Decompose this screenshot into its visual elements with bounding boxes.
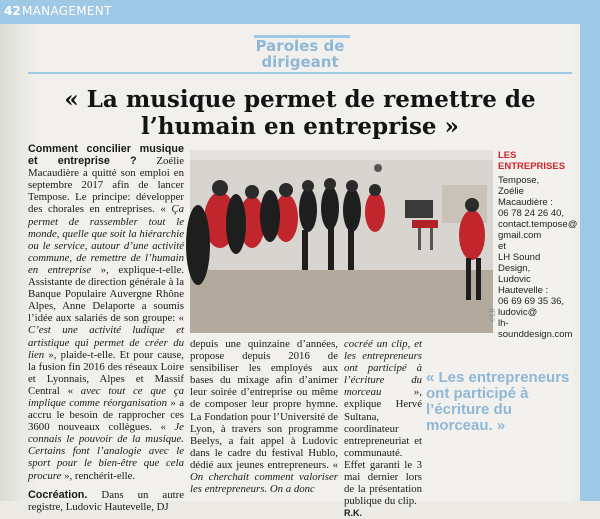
sidebar-line: Tempose,: [498, 175, 540, 186]
col1-text-4: » a accru le besoin de rapprocher ces 3600 nouveaux collègues. «: [28, 396, 185, 434]
choir-photo-image: [190, 150, 493, 333]
header-band: [0, 0, 600, 24]
col1-text-6: Dans un autre registre, Ludovic Hautevelle, DJ: [28, 488, 184, 513]
sidebar-line: ludovic@: [498, 307, 538, 318]
sidebar-line: 06 69 69 35 36,: [498, 296, 565, 307]
sidebar-line: LH Sound Design,: [498, 252, 541, 274]
column-2: [190, 338, 338, 495]
sidebar-line: Ludovic Hautevelle :: [498, 274, 549, 296]
subhead-cocreation: Cocréation.: [28, 488, 88, 501]
section-rubric: MANAGEMENT: [22, 4, 112, 18]
kicker-line-2: dirigeant: [261, 53, 339, 71]
choir-photo: [190, 150, 493, 333]
kicker-rule-bottom: [28, 72, 572, 74]
col1-quote-4: Je connais le pouvoir de la musique. Certains font l’analogie avec le sport pour le bien-être que cela procure: [28, 421, 184, 482]
page-number: 42: [4, 4, 21, 18]
col1-quote-1: Ça permet de rassembler tout le monde, quelle que soit la hiérarchie ou le service, autour d’une activité commune, de remettre de l’humain en entreprise: [28, 203, 184, 276]
col1-quote-3: avec tout ce que ça implique comme réorganisation: [28, 384, 184, 409]
column-1: [28, 143, 184, 513]
col2-text-1: depuis une quinzaine d’années, propose depuis 2016 de sensibiliser les employés aux bases du mixage afin d’animer leur soirée d’entreprise ou même de composer leur propre hymne. La Fondation pour l’Université de Lyon, à travers son programme Beelys, a fait appel à Ludovic dans le cadre du festival Hublo, dédié aux jeunes entrepreneurs. «: [190, 338, 338, 471]
col1-text-1: Zoélie Macaudière a quitté son emploi en septembre 2017 afin de lancer Tempose. Le principe: développer des chorales en entreprises. «: [28, 155, 185, 216]
sidebar-line: contact.tempose@: [498, 219, 578, 230]
sidebar-line: gmail.com: [498, 230, 542, 241]
companies-sidebar: [498, 150, 578, 340]
col1-quote-2: C’est une activité ludique et artistique qui permet de créer du lien: [28, 324, 184, 361]
sidebar-heading: LES ENTREPRISES: [498, 150, 566, 172]
right-edge-strip: [580, 24, 600, 501]
sidebar-line: et: [498, 241, 506, 252]
sidebar-line: Zoélie Macaudière :: [498, 186, 553, 208]
pull-quote: « Les entrepreneurs ont participé à l’écriture du morceau. »: [426, 369, 570, 434]
col3-text-1: », explique Hervé Sultana, coordinateur entrepreneuriat et communauté. Effet garanti le 3 mai dernier lors de la présentation publique du clip.: [344, 386, 422, 508]
col1-text-2: », explique-t-elle. Assistante de direction générale à la Banque Populaire Auvergne Rhône Alpes, Anne Delaporte a soumis l’idée aux salariés de son groupe: «: [28, 263, 184, 325]
col3-quote-1: cocréé un clip, et les entrepreneurs ont participé à l’écriture du morceau: [344, 338, 422, 399]
col2-quote-1: On cherchait comment valoriser les entrepreneurs. On a donc: [190, 471, 338, 496]
headline: « La musique permet de remettre de l’humain en entreprise »: [64, 86, 536, 140]
signature: R.K.: [344, 508, 362, 519]
photo-credit: ©LB: [489, 308, 497, 323]
kicker-line-1: Paroles de: [255, 37, 345, 55]
kicker: [0, 38, 600, 70]
sidebar-line: lh-sounddesign.com: [498, 318, 573, 340]
col1-text-3: », plaide-t-elle. Et pour cause, la fusion fin 2016 des réseaux Loire et Lyonnais, Alpes et Massif Central «: [28, 348, 184, 397]
col1-text-5: », renchérit-elle.: [61, 469, 136, 482]
column-3: [344, 338, 422, 519]
lead-question: Comment concilier musique et entreprise ?: [28, 143, 184, 168]
sidebar-line: 06 78 24 26 40,: [498, 208, 565, 219]
